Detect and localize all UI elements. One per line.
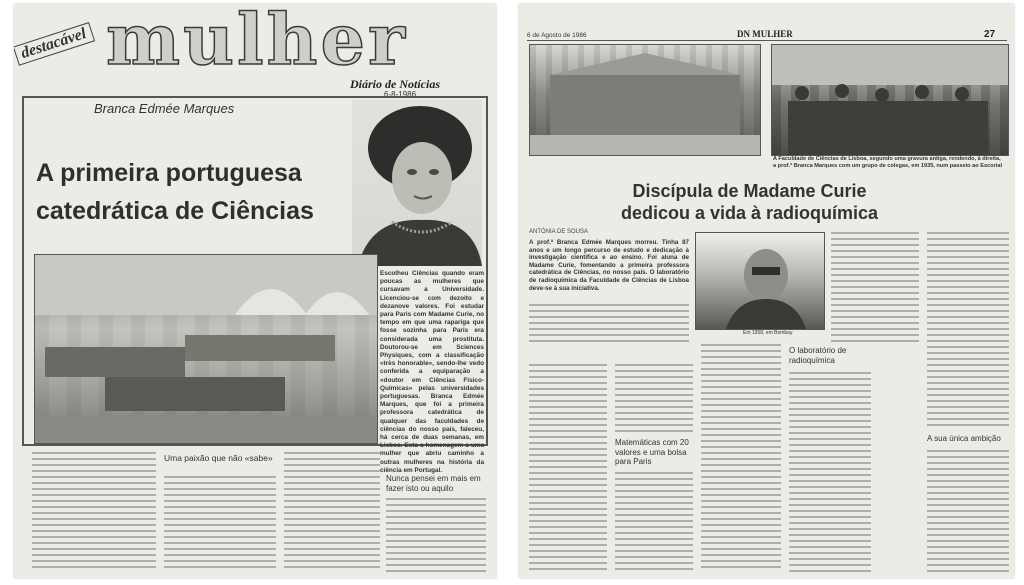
column-1-upper-text-lines <box>529 304 689 344</box>
group-illustration <box>772 45 1008 155</box>
column-5-upper-text-lines <box>927 232 1009 428</box>
headline-line-2: catedrática de Ciências <box>36 197 314 225</box>
headline-line-2: dedicou a vida à radioquímica <box>621 203 879 223</box>
column-4-upper-text-lines <box>831 232 919 342</box>
column-3-text-lines <box>284 452 380 572</box>
group-of-colleagues-photo <box>771 44 1009 156</box>
subhead-mathematics: Matemáticas com 20 valores e uma bolsa para Paris <box>615 438 689 466</box>
subhead-radiochemistry-lab: O laboratório de radioquímica <box>789 346 847 365</box>
headline <box>36 154 314 230</box>
column-text-lines <box>32 452 156 570</box>
issue-date: 6-8-1986 <box>384 90 417 99</box>
column-1-text-lines <box>529 364 607 572</box>
lede-paragraph: A prof.ª Branca Edmée Marques morreu. Tinha 87 anos e um longo percurso de estudo e dedicação à investigação científica e ao ensino. Foi aluna de Madame Curie, fomentando a primeira professora catedrática de Ciências, no nosso país. O laboratório de radioquímica da Faculdade de Ciências de Lisboa deve-se à sua iniciativa. <box>529 239 689 292</box>
portrait-photo-bombay <box>695 232 825 330</box>
lede-paragraph: Escolheu Ciências quando eram poucas as mulheres que cursavam a Universidade. Licenciou-se com dezoito e dezanove valores. Foi estudar para Paris com Madame Curie, no tempo em que uma rapariga que fosse sozinha para Paris era considerada uma prostituta. Doutorou-se em Sciences Physiques, com a classificação «très honorable», sendo-lhe vedo conferida a equiparação a «doutor em Ciências Físico-Químicas» pelas universidades portuguesas. Branca Edmée Marques, que foi a primeira professora catedrática de qualquer das faculdades de ciências do nosso país, faleceu, há cerca de duas semanas, em Lisboa. Esta a homenagem a uma mulher que abriu caminho a outras mulheres na história da ciência em Portugal. <box>380 270 484 474</box>
byline: ANTÓNIA DE SOUSA <box>529 229 589 235</box>
featured-person-name: Branca Edmée Marques <box>94 101 235 116</box>
page-header-date: 6 de Agosto de 1986 <box>527 32 587 39</box>
subhead-only-ambition: A sua única ambição <box>927 434 1001 443</box>
portrait-caption: Em 1958, em Bombay <box>743 330 793 336</box>
header-rule <box>527 40 1007 41</box>
portrait-bombay-illustration <box>696 233 824 329</box>
photo-caption: A Faculdade de Ciências de Lisboa, segundo uma gravura antiga, rendendo, à direita, a prof.ª Branca Marques com um grupo de colegas, em 1935, num passeio ao Escorial <box>773 156 1003 169</box>
article-column-1 <box>32 452 156 572</box>
laboratory-photo <box>34 254 378 444</box>
page-header-title: DN MULHER <box>737 29 793 39</box>
right-newspaper-page <box>519 4 1014 578</box>
newspaper-name: Diário de Notícias <box>350 77 440 91</box>
headline-line-1: Discípula de Madame Curie <box>632 181 867 201</box>
column-5-text-lines <box>927 450 1009 572</box>
portrait-illustration <box>352 100 482 266</box>
page-number: 27 <box>984 29 996 40</box>
column-2-text-lines <box>164 476 276 572</box>
laboratory-illustration <box>35 255 377 443</box>
column-2-text-lines <box>615 364 693 434</box>
subhead-passion: Uma paixão que não «sabe» <box>164 453 273 463</box>
masthead: mulher <box>106 4 408 81</box>
section-tag: destacável <box>14 22 95 66</box>
portrait-photo <box>352 100 482 266</box>
column-4-text-lines <box>386 498 486 572</box>
headline <box>621 180 878 224</box>
column-4-text-lines <box>789 372 871 572</box>
column-2-lower-text-lines <box>615 472 693 572</box>
column-3-text-lines <box>701 344 781 572</box>
faculty-building-engraving <box>529 44 761 156</box>
building-illustration <box>530 45 760 155</box>
headline-line-1: A primeira portuguesa <box>36 159 302 187</box>
subhead-never-thought: Nunca pensei em mais em fazer isto ou aquilo <box>386 474 481 493</box>
left-newspaper-page <box>14 4 496 578</box>
